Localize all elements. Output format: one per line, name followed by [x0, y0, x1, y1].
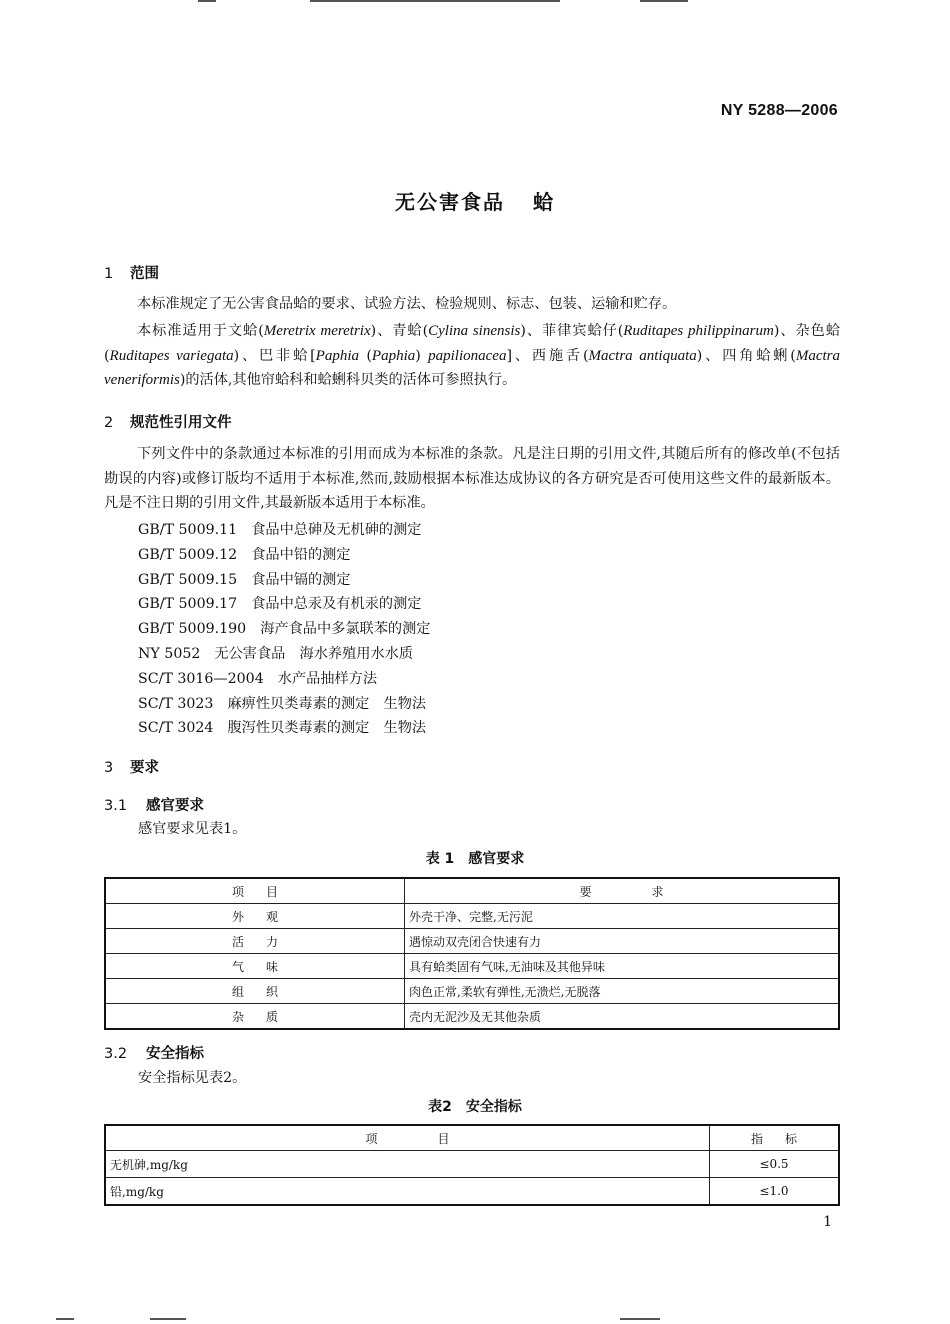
- sensory-requirements-table: [104, 877, 840, 1030]
- scan-artifact: [310, 0, 560, 2]
- reference-code: GB/T 5009.17: [138, 596, 238, 613]
- scan-artifact: [150, 1318, 186, 1320]
- table-cell: 气味: [105, 954, 405, 979]
- title-part-1: 无公害食品: [395, 190, 505, 214]
- section-title: 要求: [130, 760, 159, 776]
- reference-list: [138, 518, 430, 741]
- safety-indicators-table: [104, 1124, 840, 1206]
- table-cell: 壳内无泥沙及无其他杂质: [405, 1004, 840, 1030]
- table-cell: 杂质: [105, 1004, 405, 1030]
- reference-code: SC/T 3023: [138, 695, 214, 712]
- table-cell: 铅,mg/kg: [105, 1178, 710, 1206]
- section-number: 3.2: [104, 1046, 128, 1062]
- section-1-paragraph-2: 本标准适用于文蛤(Meretrix meretrix)、青蛤(Cylina sinensis)、菲律宾蛤仔(Ruditapes philippinarum)、杂色蛤(Ruditapes variegata)、巴非蛤[Paphia (Paphia) papilionacea]、西施舌(Mactra antiquata)、四角蛤蜊(Mactra veneriformis)的活体,其他帘蛤科和蛤蜊科贝类的活体可参照执行。: [104, 323, 841, 388]
- reference-name: 海产食品中多氯联苯的测定: [260, 621, 431, 638]
- reference-item: [138, 716, 430, 741]
- table-cell: 外观: [105, 904, 405, 929]
- table-row: [105, 979, 839, 1004]
- scan-artifact: [640, 0, 688, 2]
- reference-item: [138, 642, 430, 667]
- table-cell: 遇惊动双壳闭合快速有力: [405, 929, 840, 954]
- scan-artifact: [198, 0, 216, 2]
- reference-name: 食品中总汞及有机汞的测定: [251, 596, 422, 613]
- section-3-1-heading: [104, 794, 204, 815]
- table-1-caption: 表 1 感官要求: [425, 851, 525, 867]
- reference-item: [138, 692, 430, 717]
- reference-code: GB/T 5009.15: [138, 571, 238, 588]
- document-title: [0, 186, 950, 215]
- table-cell: 无机砷,mg/kg: [105, 1151, 710, 1178]
- table-cell: ≤0.5: [710, 1151, 840, 1178]
- table-header-row: [105, 878, 839, 904]
- reference-name: 食品中镉的测定: [251, 571, 351, 588]
- table-cell: 肉色正常,柔软有弹性,无溃烂,无脱落: [405, 979, 840, 1004]
- table-row: [105, 954, 839, 979]
- table-row: [105, 904, 839, 929]
- section-1-paragraph-1: 本标准规定了无公害食品蛤的要求、试验方法、检验规则、标志、包装、运输和贮存。: [137, 296, 677, 312]
- reference-item: [138, 568, 430, 593]
- standard-number: NY 5288—2006: [720, 102, 838, 119]
- table-header-cell: 要求: [405, 878, 840, 904]
- reference-name: 食品中总砷及无机砷的测定: [251, 522, 422, 538]
- reference-item: [138, 617, 430, 642]
- reference-code: SC/T 3024: [138, 720, 214, 737]
- section-title: 规范性引用文件: [130, 415, 232, 431]
- reference-name: 腹泻性贝类毒素的测定 生物法: [227, 720, 427, 737]
- reference-name: 麻痹性贝类毒素的测定 生物法: [227, 695, 427, 712]
- section-3-2-text: 安全指标见表2。: [138, 1070, 247, 1086]
- reference-code: NY 5052: [138, 645, 201, 662]
- reference-name: 食品中铅的测定: [251, 546, 351, 563]
- table-header-cell: 项目: [105, 1125, 710, 1151]
- section-title: 安全指标: [146, 1046, 204, 1062]
- section-3-heading: [104, 756, 159, 777]
- section-title: 范围: [130, 266, 159, 282]
- reference-code: GB/T 5009.11: [138, 522, 238, 538]
- reference-code: GB/T 5009.190: [138, 621, 247, 638]
- section-3-1-text: 感官要求见表1。: [138, 821, 247, 837]
- reference-name: 无公害食品 海水养殖用水水质: [214, 645, 414, 662]
- section-2-heading: [104, 411, 232, 432]
- reference-item: [138, 543, 430, 568]
- table-cell: 外壳干净、完整,无污泥: [405, 904, 840, 929]
- section-1-heading: [104, 262, 159, 283]
- table-cell: 活力: [105, 929, 405, 954]
- section-number: 1: [104, 266, 114, 282]
- reference-item: [138, 592, 430, 617]
- reference-code: SC/T 3016—2004: [138, 670, 264, 687]
- table-cell: ≤1.0: [710, 1178, 840, 1206]
- section-title: 感官要求: [146, 798, 204, 814]
- table-row: [105, 1151, 839, 1178]
- page-number: 1: [823, 1214, 832, 1230]
- table-row: [105, 1004, 839, 1030]
- title-part-2: 蛤: [533, 190, 555, 214]
- table-2-caption: 表2 安全指标: [428, 1099, 522, 1115]
- scan-artifact: [620, 1318, 660, 1320]
- scan-artifact: [56, 1318, 74, 1320]
- section-number: 3: [104, 760, 114, 776]
- table-cell: 具有蛤类固有气味,无油味及其他异味: [405, 954, 840, 979]
- reference-item: [138, 667, 430, 692]
- section-3-2-heading: [104, 1042, 204, 1063]
- section-number: 3.1: [104, 798, 128, 814]
- section-2-paragraph: 下列文件中的条款通过本标准的引用而成为本标准的条款。凡是注日期的引用文件,其随后所有的修改单(不包括勘误的内容)或修订版均不适用于本标准,然而,鼓励根据本标准达成协议的各方研究是否可使用这些文件的最新版本。凡是不注日期的引用文件,其最新版本适用于本标准。: [104, 446, 840, 511]
- reference-name: 水产品抽样方法: [277, 670, 378, 687]
- reference-code: GB/T 5009.12: [138, 546, 238, 563]
- reference-item: [138, 518, 430, 543]
- table-header-row: [105, 1125, 839, 1151]
- section-number: 2: [104, 415, 114, 431]
- table-header-cell: 指标: [710, 1125, 840, 1151]
- table-row: [105, 929, 839, 954]
- table-cell: 组织: [105, 979, 405, 1004]
- table-row: [105, 1178, 839, 1206]
- table-header-cell: 项目: [105, 878, 405, 904]
